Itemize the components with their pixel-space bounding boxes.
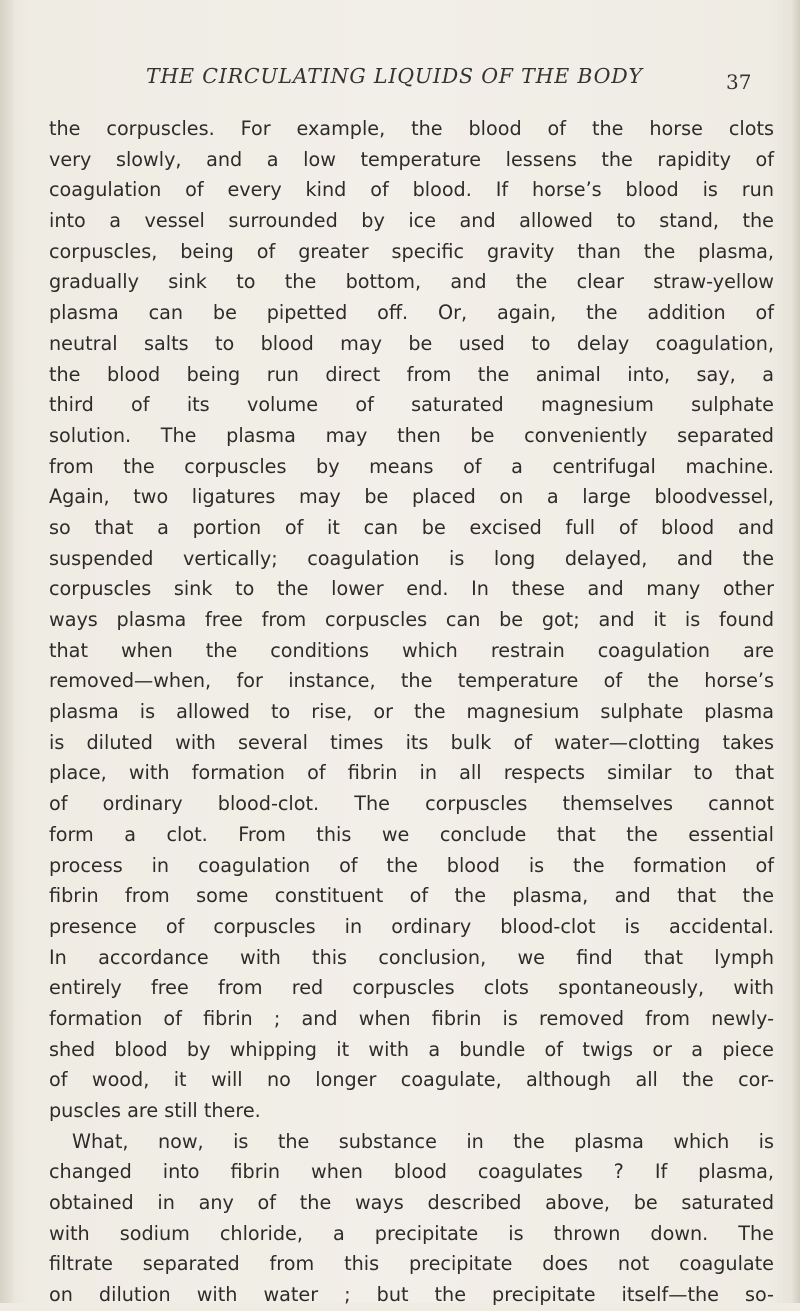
text-line: of ordinary blood-clot. The corpuscles themselves cannot bbox=[49, 792, 774, 816]
text-line: suspended vertically; coagulation is long delayed, and the bbox=[49, 546, 774, 570]
text-line: very slowly, and a low temperature lessens the rapidity of bbox=[49, 147, 774, 171]
text-line: with sodium chloride, a precipitate is thrown down. The bbox=[49, 1221, 774, 1245]
page-number: 37 bbox=[726, 70, 752, 94]
text-line: into a vessel surrounded by ice and allowed to stand, the bbox=[49, 209, 774, 233]
text-line: is diluted with several times its bulk of water—clotting takes bbox=[49, 730, 774, 754]
text-line: the corpuscles. For example, the blood of the horse clots bbox=[49, 117, 774, 140]
text-line: removed—when, for instance, the temperature of the horse’s bbox=[49, 669, 774, 693]
page-gutter-shadow bbox=[0, 0, 14, 1303]
text-line: place, with formation of fibrin in all respects similar to that bbox=[49, 761, 774, 785]
text-line: from the corpuscles by means of a centrifugal machine. bbox=[49, 454, 774, 478]
text-line: presence of corpuscles in ordinary blood-clot is accidental. bbox=[49, 914, 774, 938]
text-line: filtrate separated from this precipitate does not coagulate bbox=[49, 1252, 774, 1276]
text-line: of wood, it will no longer coagulate, although all the cor- bbox=[49, 1068, 774, 1092]
text-line: ways plasma free from corpuscles can be got; and it is found bbox=[49, 608, 774, 631]
text-line: corpuscles, being of greater specific gravity than the plasma, bbox=[49, 239, 774, 263]
text-line: the blood being run direct from the animal into, say, a bbox=[49, 362, 774, 386]
text-line: on dilution with water ; but the precipitate itself—the so- bbox=[49, 1283, 774, 1307]
text-line: that when the conditions which restrain coagulation are bbox=[49, 638, 774, 662]
text-line: solution. The plasma may then be conveniently separated bbox=[49, 423, 774, 447]
text-line: gradually sink to the bottom, and the clear straw-yellow bbox=[49, 270, 774, 294]
text-line: so that a portion of it can be excised full of blood and bbox=[49, 515, 774, 539]
text-line: plasma is allowed to rise, or the magnesium sulphate plasma bbox=[49, 700, 774, 724]
text-line: formation of fibrin ; and when fibrin is removed from newly- bbox=[49, 1006, 774, 1030]
text-line: plasma can be pipetted off. Or, again, the addition of bbox=[49, 301, 774, 325]
text-line: coagulation of every kind of blood. If horse’s blood is run bbox=[49, 178, 774, 202]
text-line: shed blood by whipping it with a bundle of twigs or a piece bbox=[49, 1037, 774, 1061]
text-line: form a clot. From this we conclude that the essential bbox=[49, 822, 774, 846]
text-line: What, now, is the substance in the plasma which is bbox=[72, 1129, 774, 1153]
text-line: entirely free from red corpuscles clots spontaneously, with bbox=[49, 976, 774, 1000]
text-line: corpuscles sink to the lower end. In these and many other bbox=[49, 577, 774, 601]
text-line: changed into fibrin when blood coagulates ? If plasma, bbox=[49, 1160, 774, 1184]
page-edge-shadow bbox=[790, 0, 800, 1303]
text-line: Again, two ligatures may be placed on a large bloodvessel, bbox=[49, 485, 774, 509]
running-head: THE CIRCULATING LIQUIDS OF THE BODY bbox=[146, 64, 643, 88]
text-line: obtained in any of the ways described above, be saturated bbox=[49, 1191, 774, 1215]
text-line: process in coagulation of the blood is the formation of bbox=[49, 853, 774, 877]
text-line: third of its volume of saturated magnesium sulphate bbox=[49, 393, 774, 417]
text-line: neutral salts to blood may be used to delay coagulation, bbox=[49, 331, 774, 355]
text-line: In accordance with this conclusion, we find that lymph bbox=[49, 945, 774, 969]
text-line: fibrin from some constituent of the plasma, and that the bbox=[49, 884, 774, 908]
body-text bbox=[49, 114, 774, 1311]
text-line: puscles are still there. bbox=[49, 1099, 261, 1122]
